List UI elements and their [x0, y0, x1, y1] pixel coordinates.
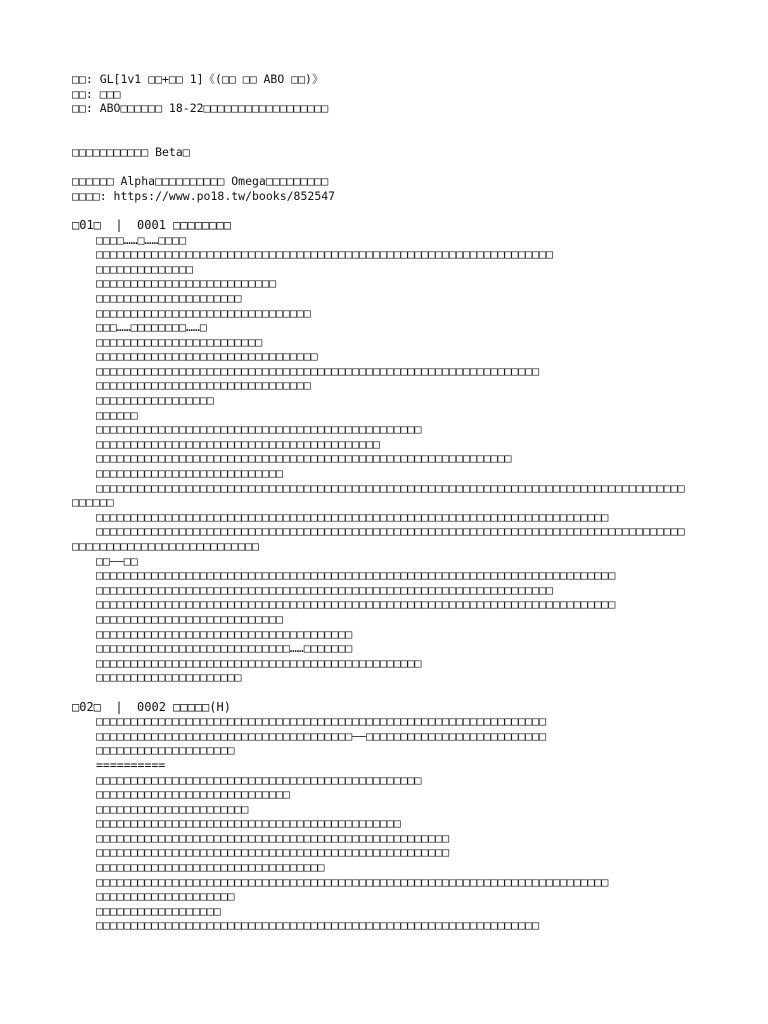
paragraph-line: □□□□□□□□□□□□□□□□□□□□□□□□□□□□□□□□□□□□□□□□□□□□□□□ [96, 422, 422, 437]
paragraph-line: □□□□……□……□□□□ [96, 232, 187, 247]
intro-line: □□□□□□□□□□□ Beta□ [72, 144, 190, 159]
paragraph-line: □□□□□□□□□□□□□□□□□□□□□□□□ [96, 334, 263, 349]
paragraph-line: □□□□□□□□□□□□□□□□□□□□□□□□□□□□□□□□□□□□□□□□□□□□□□□□□□□□□□□□□□□□□□□□ [96, 918, 540, 933]
paragraph-line: □□□□□□□□□□□□□□□□□□□□□□□□□□ [96, 276, 277, 291]
chapter-heading: □01□ | 0001 □□□□□□□□ [72, 217, 231, 232]
paragraph-line: □□□□□□□□□□□□□□□□□□□□□□□□□□□□□□□□□□□□□□□□□□□□□□□□□□□□□□□□□□□□□□□□□ [96, 714, 547, 729]
paragraph-line: □□□□□□□□□□□□□□□□□□□□□□□□□□□□□□□□□□□□□□□□□□□□□□□□□□□□□□□□□□□□□□□□□□□□□□□□□□ [96, 509, 609, 524]
intro-line: □□□□□□ Alpha□□□□□□□□□□ Omega□□□□□□□□□ [72, 174, 329, 189]
paragraph-line: □□□□□□□□□□□□□□□□□□□□□□□□□□□□□□□□□□□□□□□□□ [96, 436, 380, 451]
paragraph-line: □□□□□□□□□□□□□□□□□□□□□□□□□□□□□□□ [96, 305, 311, 320]
paragraph-line: □□□□□□□□□□□□□□□□□ [96, 393, 214, 408]
paragraph-line: □□□□□□□□□□□□□□□□□□□□□□□□□□□□□□□□□□□□□□□□□□□□□□□□□□□□□□□□□□□□□□□□□□ [96, 247, 553, 262]
paragraph-line: □□□□□□□□□□□□□□□□□□□□ [96, 743, 235, 758]
paragraph-line: □□□□□□□□□□□□□□□□□□□□□□□□□□□□□□□□□□□□□□□□□□□□□□□□□□□□□□□□□□□□□□□□□□□□□□□□□□□ [96, 597, 616, 612]
paragraph-line: □□□□□□□□□□□□□□□□□□□□□□□□□□□ [96, 466, 283, 481]
paragraph-line: □□□□□□□□□□□□□□□□□□□□□□□□□□□□□□□□ [96, 349, 318, 364]
paragraph-line: □□□□□□□□□□□□□□□□□□□□□ [96, 670, 242, 685]
paragraph-line: □□□□□□□□□□□□□□□□□□□□□□□□□□□□□□□□□□□□□□□□□□□□□□□ [96, 655, 422, 670]
book-title-line: □□: GL[1v1 □□+□□ 1]《(□□ □□ ABO □□)》 [72, 72, 324, 86]
paragraph-line: □□□□□□□□□□□□□□□□□□□□□□□□□□□□□□□□□ [96, 860, 325, 875]
paragraph-line: □□□□□□□□□□□□□□□□□□□□□□□□□□□□□□□□□□□□□□□□□□□□□□□□□□□□□□□□□□□□□□□□□□□□□□□□□□ [96, 874, 609, 889]
paragraph-line: □□□□□□□□□□□□□□□□□□□□□□□□□□□□□□□□□□□□□□□□□□□□□□□□□□□ [96, 830, 450, 845]
chapter-heading: □02□ | 0002 □□□□□(H) [72, 699, 231, 714]
paragraph-line: □□□□□□□□□□□□□□□□□□□□ [96, 889, 235, 904]
paragraph-line: □□□□□□□□□□□□□□□□□□□□□□ [96, 801, 249, 816]
chapter-list [72, 203, 712, 933]
paragraph-line: □□□□□□□□□□□□□□□□□□□□□□□□□□□□□□□□□□□□□ [96, 626, 353, 641]
paragraph-line: □□□□□□□□□□□□□□□□□□□□□□□□□□□□□□□□□□□□□□□□□□□□□□□□□□□□□□□□□□□□□□□□□□□□□□□□□□□ [96, 568, 616, 583]
paragraph-line: □□□□□□□□□□□□□□□□□□□□□□□□□□□□ [96, 787, 290, 802]
paragraph-line: □□□□□□□□□□□□□□□□□□□□□□□□□□□ [72, 539, 259, 553]
paragraph-line: □□□□□□□□□□□□□□□□□□□□□□□□□□□□□□□□□□□□□□□□□□□□□□□□□□□□□□□□□□□□□□□□□□□□□□□□□□□□□□□□□□□□□ [96, 524, 685, 539]
paragraph-line: □□□□□□□□□□□□□□□□□□□□□□□□□□□□□□□□□□□□□□□□□□□□□□□□□□□□□□□□□□□□□□□□□□ [96, 582, 553, 597]
tags-line: □□: ABO□□□□□□ 18-22□□□□□□□□□□□□□□□□□□ [72, 101, 329, 116]
paragraph-line: ========== [96, 757, 166, 772]
paragraph-line: □□□□□□□□□□□□□□□□□□ [96, 903, 221, 918]
paragraph-line: □□□□□□□□□□□□□□□□□□□□□□□□□□□□□□□ [96, 378, 311, 393]
paragraph-line: □□□□□□□□□□□□□□□□□□□□□□□□□□□□□□□□□□□□□□□□□□□□□□□□□□□□□□□□□□□□□□□□ [96, 363, 540, 378]
paragraph-line: □□——□□ [96, 553, 138, 568]
paragraph-line: □□□□□□□□□□□□□□□□□□□□□□□□□□□□□□□□□□□□□□□□□□□□□□□□□□□ [96, 845, 450, 860]
paragraph-line: □□□□□□□□□□□□□□□□□□□□□□□□□□□□□□□□□□□□□□□□□□□□□□□□□□□□□□□□□□□□□□□□□□□□□□□□□□□□□□□□□□□□□ [96, 480, 685, 495]
paragraph-line: □□□□□□□□□□□□□□□□□□□□□ [96, 290, 242, 305]
paragraph-line: □□□□□□□□□□□□□□□□□□□□□□□□□□□□……□□□□□□□ [96, 641, 353, 656]
source-url-line: □□□□: https://www.po18.tw/books/852547 [72, 188, 336, 203]
author-line: □□: □□□ [72, 86, 121, 101]
paragraph-line: □□□□□□□□□□□□□□□□□□□□□□□□□□□□□□□□□□□□□□□□□□□□□□□□□□□□□□□□□□□□ [96, 451, 512, 466]
paragraph-line: □□□□□□□□□□□□□□□□□□□□□□□□□□□□□□□□□□□□□□□□□□□□□□□ [96, 772, 422, 787]
paragraph-line: □□□□□□ [72, 495, 114, 510]
paragraph-line: □□□……□□□□□□□□……□ [96, 320, 207, 335]
paragraph-line: □□□□□□□□□□□□□□ [96, 261, 193, 276]
document-page [72, 72, 712, 933]
paragraph-line: □□□□□□□□□□□□□□□□□□□□□□□□□□□ [96, 611, 283, 626]
paragraph-line: □□□□□□□□□□□□□□□□□□□□□□□□□□□□□□□□□□□□□□□□□□□□ [96, 816, 401, 831]
paragraph-line: □□□□□□ [96, 407, 138, 422]
paragraph-line: □□□□□□□□□□□□□□□□□□□□□□□□□□□□□□□□□□□□□——□□□□□□□□□□□□□□□□□□□□□□□□□□ [96, 728, 547, 743]
